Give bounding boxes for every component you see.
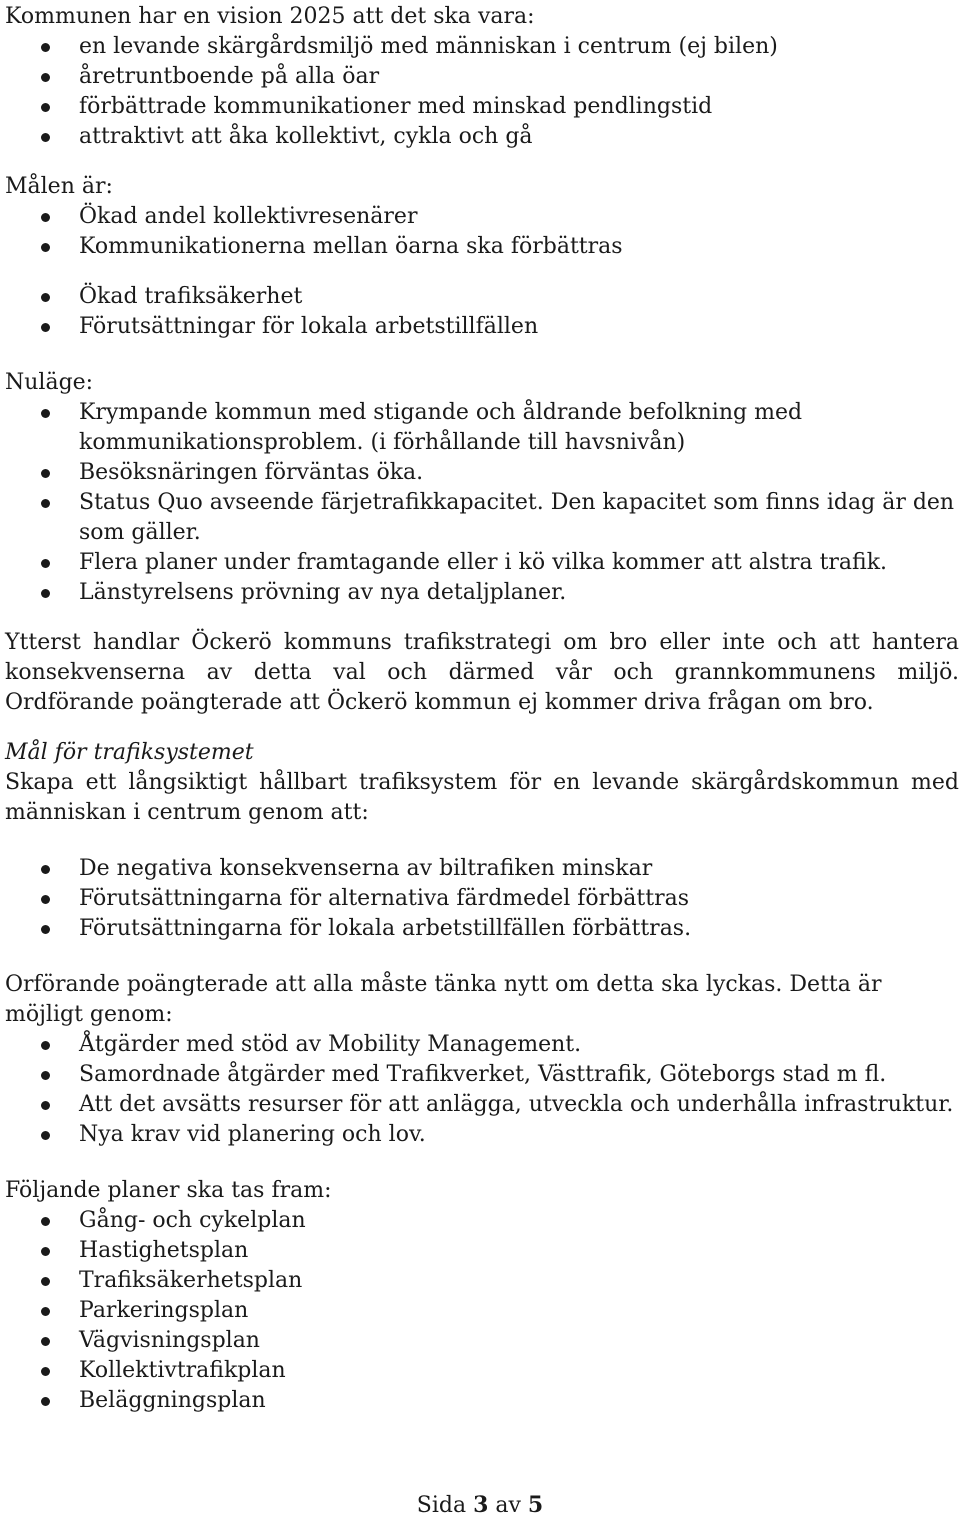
- spacer: [5, 152, 959, 172]
- list-item: Hastighetsplan: [5, 1236, 959, 1266]
- current-page: 3: [473, 1492, 489, 1518]
- bullet-icon: [41, 323, 50, 332]
- goals-heading: Målen är:: [5, 174, 113, 199]
- bullet-icon: [41, 243, 50, 252]
- page-label: Sida: [416, 1493, 467, 1518]
- strategy-paragraph: Ytterst handlar Öckerö kommuns trafikstrategi om bro eller inte och att hantera konsekvenserna av detta val och därmed vår och grannkommunens miljö. Ordförande poängterade att Öckerö kommun ej kommer driva frågan om bro.: [5, 630, 959, 715]
- bullet-icon: [41, 293, 50, 302]
- bullet-icon: [41, 925, 50, 934]
- spacer: [5, 944, 959, 970]
- list-item: attraktivt att åka kollektivt, cykla och gå: [5, 122, 959, 152]
- list-item: Vägvisningsplan: [5, 1326, 959, 1356]
- bullet-icon: [41, 73, 50, 82]
- bullet-icon: [41, 499, 50, 508]
- bullet-icon: [41, 43, 50, 52]
- chairman-list: [5, 1030, 959, 1150]
- bullet-icon: [41, 1217, 50, 1226]
- bullet-icon: [41, 1131, 50, 1140]
- traffic-goal-heading: Mål för trafiksystemet: [5, 740, 254, 765]
- bullet-icon: [41, 103, 50, 112]
- page-number: [0, 1490, 960, 1521]
- list-item: Åtgärder med stöd av Mobility Management.: [5, 1030, 959, 1060]
- goals-list-a: [5, 202, 959, 262]
- bullet-icon: [41, 1101, 50, 1110]
- traffic-goal-list: [5, 854, 959, 944]
- list-item: Flera planer under framtagande eller i kö vilka kommer att alstra trafik.: [5, 548, 959, 578]
- list-item: Förutsättningarna för alternativa färdmedel förbättras: [5, 884, 959, 914]
- bullet-icon: [41, 589, 50, 598]
- bullet-icon: [41, 469, 50, 478]
- list-item: Kollektivtrafikplan: [5, 1356, 959, 1386]
- list-item: Förutsättningarna för lokala arbetstillfällen förbättras.: [5, 914, 959, 944]
- goals-list-b: [5, 282, 959, 342]
- list-item: De negativa konsekvenserna av biltrafiken minskar: [5, 854, 959, 884]
- list-item: Ökad andel kollektivresenärer: [5, 202, 959, 232]
- list-item: Besöksnäringen förväntas öka.: [5, 458, 959, 488]
- bullet-icon: [41, 213, 50, 222]
- spacer: [5, 262, 959, 282]
- spacer: [5, 608, 959, 628]
- list-item: Att det avsätts resurser för att anlägga, utveckla och underhålla infrastruktur.: [5, 1090, 959, 1120]
- spacer: [5, 1150, 959, 1176]
- list-item: en levande skärgårdsmiljö med människan i centrum (ej bilen): [5, 32, 959, 62]
- plans-heading: Följande planer ska tas fram:: [5, 1178, 332, 1203]
- status-list: [5, 398, 959, 608]
- spacer: [5, 718, 959, 738]
- bullet-icon: [41, 1041, 50, 1050]
- bullet-icon: [41, 1247, 50, 1256]
- list-item: Status Quo avseende färjetrafikkapacitet. Den kapacitet som finns idag är den som gäller.: [5, 488, 959, 548]
- spacer: [5, 828, 959, 854]
- total-pages: 5: [527, 1492, 544, 1518]
- list-item: Länstyrelsens prövning av nya detaljplaner.: [5, 578, 959, 608]
- list-item: Ökad trafiksäkerhet: [5, 282, 959, 312]
- list-item: Kommunikationerna mellan öarna ska förbättras: [5, 232, 959, 262]
- list-item: förbättrade kommunikationer med minskad pendlingstid: [5, 92, 959, 122]
- bullet-icon: [41, 865, 50, 874]
- bullet-icon: [41, 133, 50, 142]
- bullet-icon: [41, 1071, 50, 1080]
- document-page: [5, 2, 959, 1416]
- bullet-icon: [41, 1307, 50, 1316]
- page-separator: av: [495, 1493, 521, 1518]
- list-item: Parkeringsplan: [5, 1296, 959, 1326]
- list-item: Trafiksäkerhetsplan: [5, 1266, 959, 1296]
- traffic-goal-text: Skapa ett långsiktigt hållbart trafiksystem för en levande skärgårdskommun med människan i centrum genom att:: [5, 770, 959, 825]
- list-item: Samordnade åtgärder med Trafikverket, Västtrafik, Göteborgs stad m fl.: [5, 1060, 959, 1090]
- bullet-icon: [41, 1397, 50, 1406]
- list-item: Nya krav vid planering och lov.: [5, 1120, 959, 1150]
- bullet-icon: [41, 895, 50, 904]
- list-item: Förutsättningar för lokala arbetstillfällen: [5, 312, 959, 342]
- chairman-paragraph: Orförande poängterade att alla måste tänka nytt om detta ska lyckas. Detta är möjligt genom:: [5, 972, 882, 1027]
- plans-list: [5, 1206, 959, 1416]
- bullet-icon: [41, 1337, 50, 1346]
- bullet-icon: [41, 1277, 50, 1286]
- list-item: åretruntboende på alla öar: [5, 62, 959, 92]
- list-item: Beläggningsplan: [5, 1386, 959, 1416]
- bullet-icon: [41, 1367, 50, 1376]
- bullet-icon: [41, 559, 50, 568]
- list-item: Gång- och cykelplan: [5, 1206, 959, 1236]
- bullet-icon: [41, 409, 50, 418]
- list-item: Krympande kommun med stigande och åldrande befolkning med kommunikationsproblem. (i förhållande till havsnivån): [5, 398, 959, 458]
- spacer: [5, 342, 959, 368]
- vision-list: [5, 32, 959, 152]
- vision-heading: Kommunen har en vision 2025 att det ska vara:: [5, 4, 535, 29]
- status-heading: Nuläge:: [5, 370, 94, 395]
